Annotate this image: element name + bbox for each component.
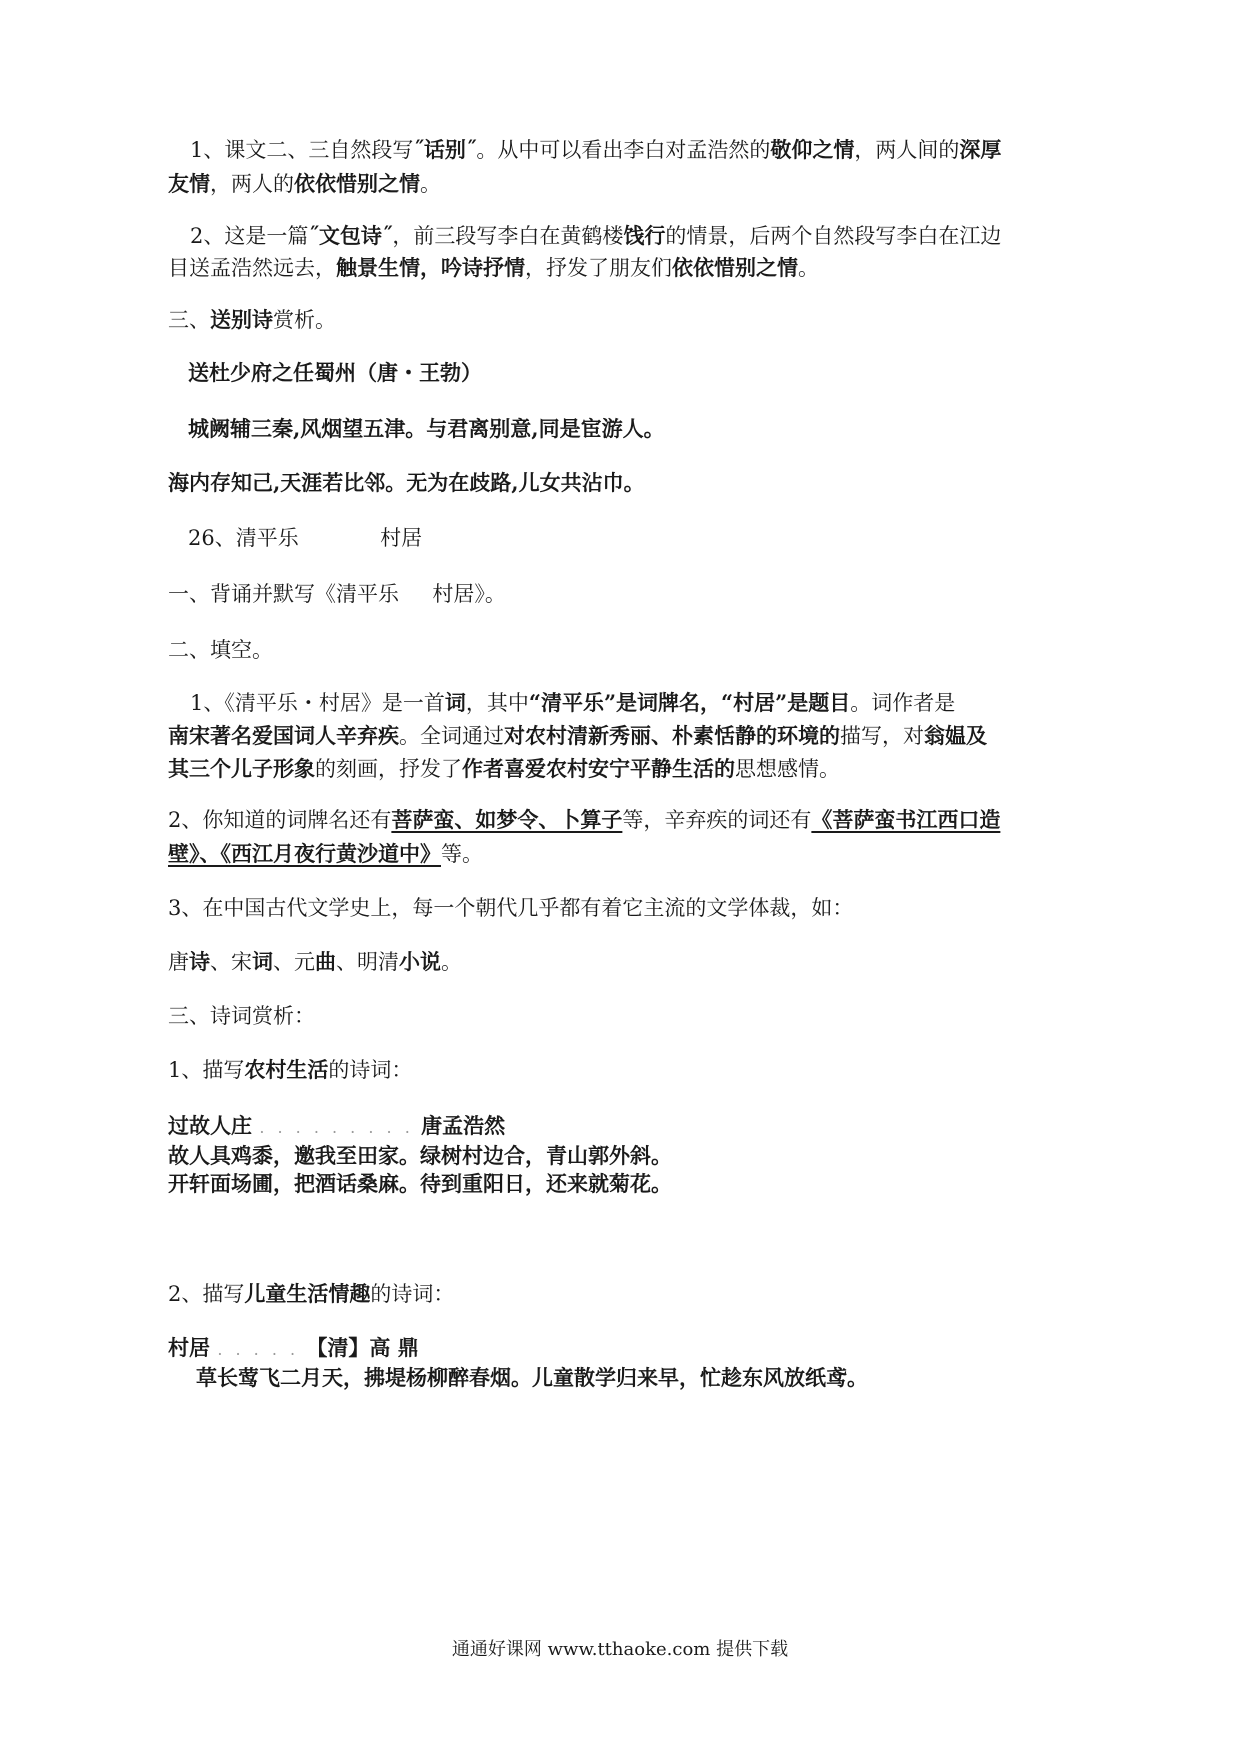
poem-line-2: 海内存知己,天涯若比邻。无为在歧路,儿女共沾巾。	[168, 470, 645, 495]
paragraph-1-line-2: 友情，两人的依依惜别之情。	[168, 171, 441, 196]
question-2-line-2: 壁》、《西江月夜行黄沙道中》等。	[168, 841, 483, 866]
question-1-line-2: 南宋著名爱国词人辛弃疾。全词通过对农村清新秀丽、朴素恬静的环境的描写，对翁媪及	[168, 723, 987, 748]
question-3-line-1: 3、在中国古代文学史上，每一个朝代几乎都有着它主流的文学体裁，如：	[168, 896, 854, 920]
poem-2-line-1: 草长莺飞二月天，拂堤杨柳醉春烟。儿童散学归来早，忙趁东风放纸鸢。	[196, 1365, 868, 1390]
category-2-heading: 2、描写儿童生活情趣的诗词：	[168, 1281, 455, 1306]
poem-1-header: 过故人庄 . . . . . . . . . 唐孟浩然	[168, 1113, 506, 1138]
poem-1-line-1: 故人具鸡黍，邀我至田家。绿树村边合，青山郭外斜。	[168, 1143, 672, 1168]
question-2-line-1: 2、你知道的词牌名还有菩萨蛮、如梦令、卜算子等，辛弃疾的词还有《菩萨蛮书江西口造	[168, 807, 1001, 832]
question-3-line-2: 唐诗、宋词、元曲、明清小说。	[168, 949, 462, 974]
section-3-heading: 三、送别诗赏析。	[168, 307, 336, 332]
poem-line-1: 城阙辅三秦,风烟望五津。与君离别意,同是宦游人。	[188, 416, 665, 441]
poem-2-header: 村居 . . . . . 【清】高 鼎	[168, 1335, 419, 1360]
question-1-line-1: 1、《清平乐・村居》是一首词，其中“清平乐”是词牌名，“村居”是题目。词作者是	[190, 690, 956, 715]
paragraph-2-line-2: 目送孟浩然远去，触景生情，吟诗抒情，抒发了朋友们依依惜别之情。	[168, 255, 819, 280]
paragraph-2-line-1: 2、这是一篇˝文包诗˝，前三段写李白在黄鹤楼饯行的情景，后两个自然段写李白在江边	[190, 223, 1002, 248]
section-2-heading: 二、填空。	[168, 638, 273, 662]
lesson-26-title: 26、清平乐 村居	[188, 526, 423, 550]
section-1-heading: 一、背诵并默写《清平乐 村居》。	[168, 582, 506, 606]
poem-1-line-2: 开轩面场圃，把酒话桑麻。待到重阳日，还来就菊花。	[168, 1171, 672, 1196]
poem-title: 送杜少府之任蜀州（唐・王勃）	[188, 360, 482, 385]
question-1-line-3: 其三个儿子形象的刻画，抒发了作者喜爱农村安宁平静生活的思想感情。	[168, 756, 840, 781]
category-1-heading: 1、描写农村生活的诗词：	[168, 1057, 413, 1082]
section-3-poetry-heading: 三、诗词赏析：	[168, 1004, 315, 1028]
paragraph-1-line-1: 1、课文二、三自然段写˝话别˝。从中可以看出李白对孟浩然的敬仰之情，两人间的深厚	[190, 137, 1002, 162]
page-footer: 通通好课网 www.tthaoke.com 提供下载	[451, 1639, 789, 1660]
